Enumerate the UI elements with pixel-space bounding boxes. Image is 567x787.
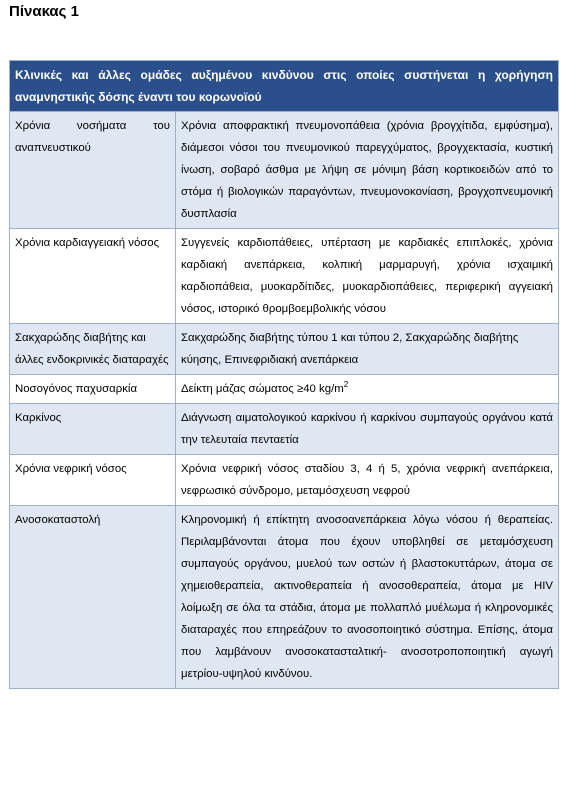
table-row [10, 455, 559, 506]
risk-groups-table [9, 60, 559, 689]
row-category: Καρκίνος [10, 404, 176, 455]
row-description: Σακχαρώδης διαβήτης τύπου 1 και τύπου 2, Σακχαρώδης διαβήτης κύησης, Επινεφριδιακή ανεπάρκεια [176, 324, 559, 375]
row-category: Σακχαρώδης διαβήτης και άλλες ενδοκρινικές διαταραχές [10, 324, 176, 375]
row-description [176, 375, 559, 404]
row-description: Κληρονομική ή επίκτητη ανοσοανεπάρκεια λόγω νόσου ή θεραπείας. Περιλαμβάνονται άτομα που έχουν υποβληθεί σε μεταμόσχευση συμπαγούς οργάνου, μυελού των οστών ή βλαστοκυττάρων, άτομα σε χημειοθεραπεία, ακτινοθεραπεία ή ανοσοθεραπεία, άτομα με HIV λοίμωξη σε όλα τα στάδια, άτομα με πολλαπλό μυέλωμα ή κληρονομικές διαταραχές που επηρεάζουν το ανοσοποιητικό σύστημα. Επίσης, άτομα που λαμβάνουν ανοσοκατασταλτική- ανοσοτροποποιητική αγωγή μετρίου-υψηλού κινδύνου. [176, 506, 559, 689]
bmi-text: Δείκτη μάζας σώματος ≥40 kg/m [181, 383, 344, 395]
row-description: Χρόνια αποφρακτική πνευμονοπάθεια (χρόνια βρογχίτιδα, εμφύσημα), διάμεσοι νόσοι του πνευμονικού παρεγχύματος, βρογχεκτασία, κυστική ίνωση, σοβαρό άσθμα με λήψη σε μόνιμη βάση κορτικοειδών από το στόμα ή βιολογικών παραγόντων, πνευμονοκονίαση, βρογχοπνευμονική δυσπλασία [176, 112, 559, 229]
table-row [10, 229, 559, 324]
table-row [10, 506, 559, 689]
row-category: Ανοσοκαταστολή [10, 506, 176, 689]
page-title: Πίνακας 1 [9, 3, 79, 20]
table-row [10, 324, 559, 375]
table-header: Κλινικές και άλλες ομάδες αυξημένου κινδύνου στις οποίες συστήνεται η χορήγηση αναμνηστικής δόσης έναντι του κορωνοϊού [10, 61, 559, 112]
row-description: Χρόνια νεφρική νόσος σταδίου 3, 4 ή 5, χρόνια νεφρική ανεπάρκεια, νεφρωσικό σύνδρομο, μεταμόσχευση νεφρού [176, 455, 559, 506]
row-description: Διάγνωση αιματολογικού καρκίνου ή καρκίνου συμπαγούς οργάνου κατά την τελευταία πενταετία [176, 404, 559, 455]
superscript: 2 [343, 380, 349, 390]
table-row [10, 375, 559, 404]
row-category: Χρόνια καρδιαγγειακή νόσος [10, 229, 176, 324]
table-row [10, 112, 559, 229]
table-header-row [10, 61, 559, 112]
row-description: Συγγενείς καρδιοπάθειες, υπέρταση με καρδιακές επιπλοκές, χρόνια καρδιακή ανεπάρκεια, κολπική μαρμαρυγή, χρόνια ισχαιμική καρδιοπάθεια, μυοκαρδίτιδες, μυοκαρδιοπάθειες, περιφερική αγγειακή νόσος, ιστορικό θρομβοεμβολικής νόσου [176, 229, 559, 324]
row-category: Χρόνια νεφρική νόσος [10, 455, 176, 506]
row-category: Νοσογόνος παχυσαρκία [10, 375, 176, 404]
table-row [10, 404, 559, 455]
row-category: Χρόνια νοσήματα του αναπνευστικού [10, 112, 176, 229]
